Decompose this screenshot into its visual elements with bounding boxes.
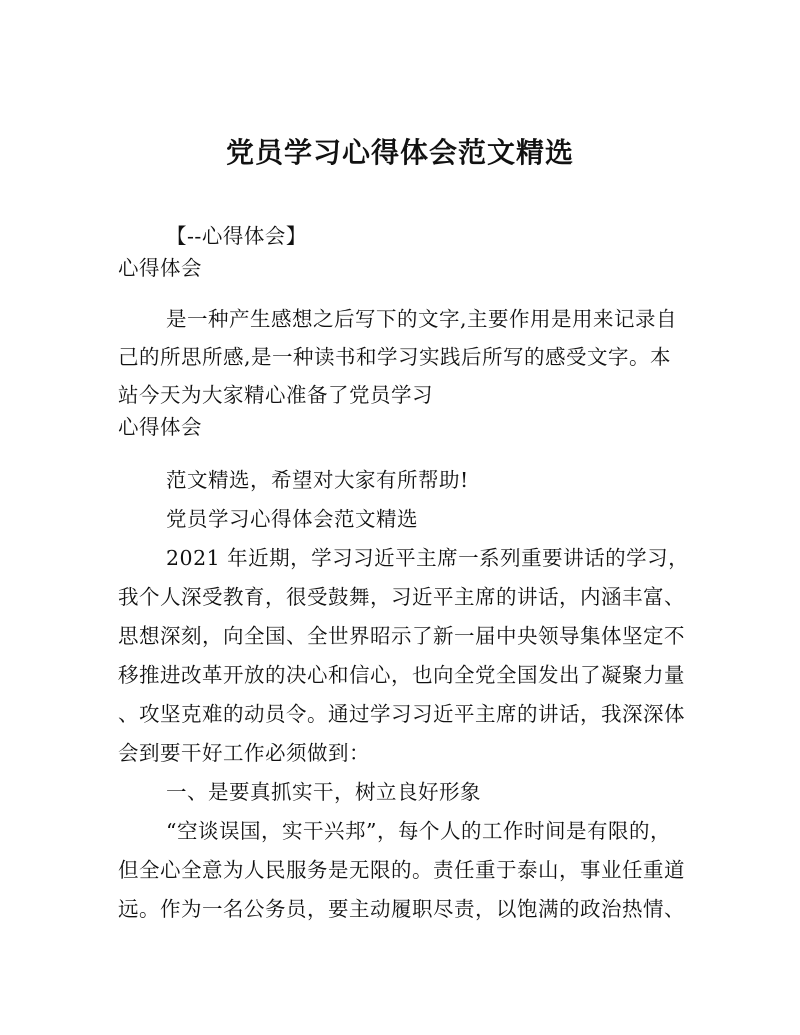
- paragraph-line: 己的所思所感,是一种读书和学习实践后所写的感受文字。本: [118, 345, 672, 369]
- paragraph-line: “空谈误国，实干兴邦”，每个人的工作时间是有限的，: [166, 819, 671, 843]
- paragraph-line: 站今天为大家精心准备了党员学习: [118, 383, 433, 407]
- section-heading: 一、是要真抓实干，树立良好形象: [166, 780, 481, 804]
- paragraph-line: 、攻坚克难的动员令。通过学习习近平主席的讲话，我深深体: [118, 702, 685, 726]
- paragraph-line: 我个人深受教育，很受鼓舞，习近平主席的讲话，内涵丰富、: [118, 585, 685, 609]
- paragraph-line: 是一种产生感想之后写下的文字,主要作用是用来记录自: [166, 307, 678, 331]
- paragraph-line: 2021 年近期，学习习近平主席一系列重要讲话的学习，: [166, 546, 690, 570]
- paragraph-line: 思想深刻，向全国、全世界昭示了新一届中央领导集体坚定不: [118, 624, 685, 648]
- paragraph-line: 会到要干好工作必须做到：: [118, 741, 370, 765]
- section-heading: 党员学习心得体会范文精选: [166, 507, 418, 531]
- paragraph-line: 远。作为一名公务员，要主动履职尽责，以饱满的政治热情、: [118, 897, 685, 921]
- paragraph-line: 范文精选，希望对大家有所帮助!: [166, 468, 469, 492]
- category-tag: 【--心得体会】: [166, 224, 307, 248]
- paragraph-line: 移推进改革开放的决心和信心，也向全党全国发出了凝聚力量: [118, 663, 685, 687]
- paragraph-line: 但全心全意为人民服务是无限的。责任重于泰山，事业任重道: [118, 858, 685, 882]
- paragraph-line: 心得体会: [118, 256, 202, 280]
- document-title: 党员学习心得体会范文精选: [225, 136, 574, 169]
- paragraph-line: 心得体会: [118, 415, 202, 439]
